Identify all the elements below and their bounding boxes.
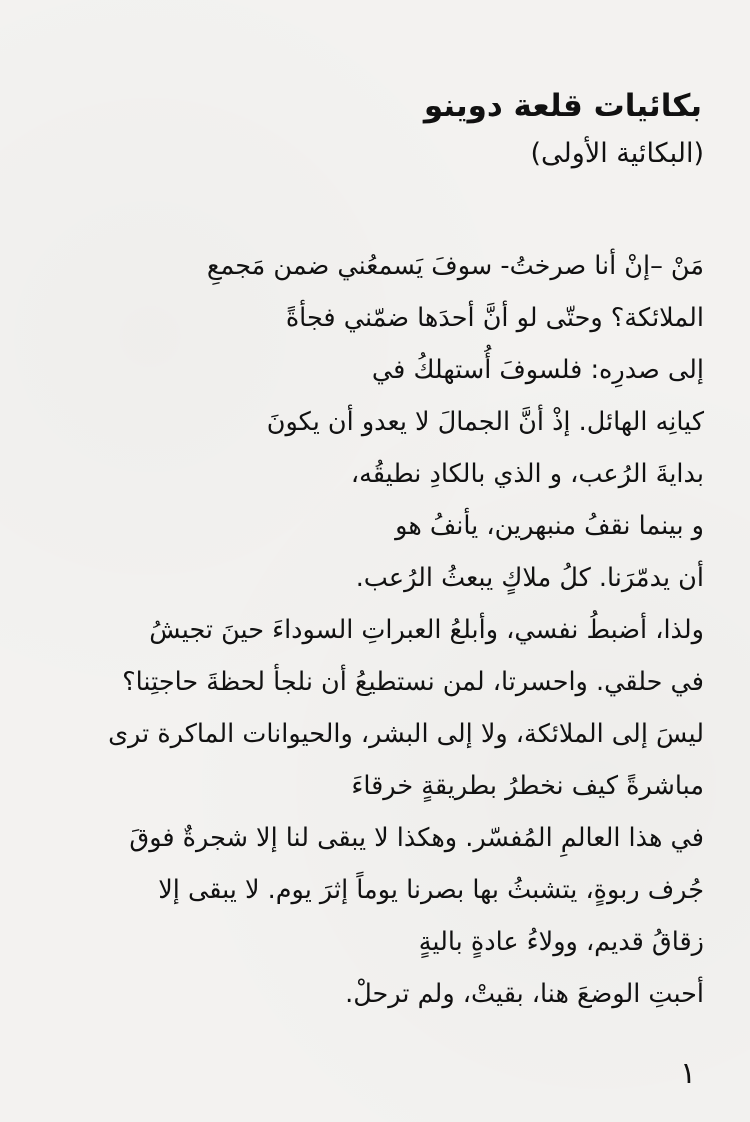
poem-line: ولذا، أضبطُ نفسي، وأبلعُ العبراتِ السوداءَ حينَ تجيشُ (149, 615, 704, 645)
poem-line: مَنْ –إنْ أنا صرختُ- سوفَ يَسمعُني ضمن مَجمعِ (206, 251, 704, 281)
poem-line: كيانِه الهائل. إذْ أنَّ الجمالَ لا يعدو أن يكونَ (266, 407, 704, 437)
poem-line: و بينما نقفُ منبهرين، يأنفُ هو (395, 511, 704, 541)
page-number: ١ (680, 1056, 697, 1091)
poem-line: الملائكة؟ وحتّى لو أنَّ أحدَها ضمّني فجأةً (285, 303, 704, 333)
poem-line: في هذا العالمِ المُفسّر. وهكذا لا يبقى لنا إلا شجرةٌ فوقَ (129, 823, 704, 853)
poem-line: جُرف ربوةٍ، يتشبثُ بها بصرنا يوماً إثرَ يوم. لا يبقى إلا (158, 875, 704, 905)
poem-line: أن يدمّرَنا. كلُ ملاكٍ يبعثُ الرُعب. (355, 563, 704, 593)
poem-line: في حلقي. واحسرتا، لمن نستطيعُ أن نلجأ لحظةَ حاجتِنا؟ (122, 667, 704, 697)
poem-line: بدايةَ الرُعب، و الذي بالكادِ نطيقُه، (350, 459, 704, 489)
poem-line: إلى صدرِه: فلسوفَ أُستهلكُ في (371, 355, 704, 385)
poem-line: أحبتِ الوضعَ هنا، بقيتْ، ولم ترحلْ. (345, 979, 704, 1009)
poem-subtitle: (البكائية الأولى) (530, 138, 704, 169)
poem-line: مباشرةً كيف نخطرُ بطريقةٍ خرقاءَ (351, 771, 704, 801)
poem-title: بكائيات قلعة دوينو (423, 88, 702, 124)
poem-body (44, 240, 704, 1020)
poem-line: ليسَ إلى الملائكة، ولا إلى البشر، والحيوانات الماكرة ترى (108, 719, 704, 749)
poem-line: زقاقُ قديم، وولاءُ عادةٍ باليةٍ (418, 927, 704, 957)
